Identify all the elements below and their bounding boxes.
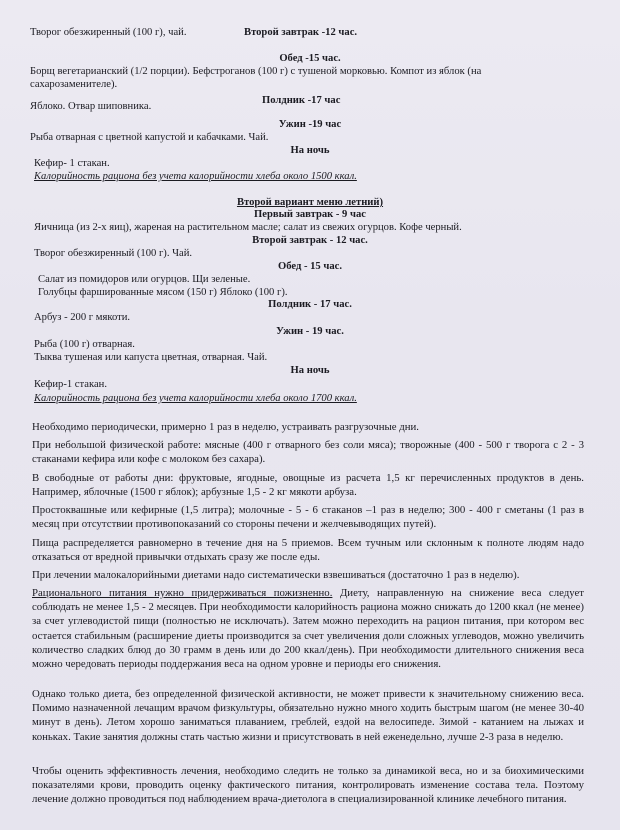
meal-heading: Первый завтрак - 9 час — [254, 209, 366, 220]
paragraph: Чтобы оценить эффективность лечения, необходимо следить не только за динамикой веса, но и за биохимическими показателями крови, проводить оценку фактического питания, контролировать изменение состава тела. Поэтому лечение должно проводиться под наблюдением врача-диетолога в специализированной клинике лечебного питания. — [32, 765, 584, 806]
menu-line: Борщ вегетарианский (1/2 порции). Бефстроганов (100 г) с тушеной морковью. Компот из яблок (на — [30, 66, 482, 77]
menu-line: Голубцы фаршированные мясом (150 г) Яблоко (100 г). — [38, 287, 288, 298]
paragraph-text: Диету, направленную на снижение веса следует соблюдать не менее 1,5 - 2 месяцев. При необходимости калорийность рациона можно снижать до 1200 ккал (не менее) за счет углеводистой пищи (полностью не исключать). Затем можно переходить на рацион питания, при котором вес остается стабильным (расширение диеты производится за счет увеличения доли сложных углеводов, можно увеличить количество сладких блюд до 30 грамм в день или до 200 ккал/день). При необходимости длительного снижения веса можно чередовать периоды поддержания веса на одном уровне и периоды его снижения. — [32, 587, 585, 671]
menu-line: Салат из помидоров или огурцов. Щи зеленые. — [38, 274, 251, 285]
meal-heading: Полдник - 17 час. — [268, 299, 352, 310]
meal-heading: Ужин - 19 час. — [276, 326, 344, 337]
meal-heading: Обед -15 час. — [279, 53, 341, 64]
calorie-note: Калорийность рациона без учета калорийности хлеба около 1700 ккал. — [34, 393, 357, 404]
meal-heading: Полдник -17 час — [262, 95, 341, 106]
highlighted-phrase: Рационального питания нужно придерживаться пожизненно. — [32, 587, 333, 599]
paragraph: При небольшой физической работе: мясные (400 г отварного без соли мяса); творожные (400 - 500 г творога с 2 - 3 стаканами кефира или кофе с молоком без сахара). — [32, 439, 584, 466]
calorie-note: Калорийность рациона без учета калорийности хлеба около 1500 ккал. — [34, 171, 357, 182]
meal-heading: Второй завтрак -12 час. — [244, 27, 358, 38]
menu-line: Кефир-1 стакан. — [34, 379, 107, 390]
menu-line: Творог обезжиренный (100 г), чай. — [30, 27, 187, 38]
paragraph: Простоквашные или кефирные (1,5 литра); молочные - 5 - 6 стаканов –1 раз в неделю; 300 - 400 г сметаны (1 раз в месяц при отсутствии противопоказаний со стороны печени и желчевыводящих путей). — [32, 504, 584, 531]
menu-line: сахарозаменителе). — [30, 79, 118, 90]
menu-line: Тыква тушеная или капуста цветная, отварная. Чай. — [34, 352, 268, 363]
meal-heading: На ночь — [290, 365, 330, 376]
menu-line: Яблоко. Отвар шиповника. — [30, 101, 152, 112]
meal-heading: Ужин -19 час — [278, 119, 342, 130]
paragraph: В свободные от работы дни: фруктовые, ягодные, овощные из расчета 1,5 кг перечисленных продуктов в день. Например, яблочные (1500 г яблок); арбузные 1,5 - 2 кг мякоти арбуза. — [32, 472, 584, 499]
menu-line: Творог обезжиренный (100 г). Чай. — [34, 248, 193, 259]
meal-heading: Второй завтрак - 12 час. — [252, 235, 368, 246]
paragraph: Необходимо периодически, примерно 1 раз в неделю, устраивать разгрузочные дни. — [32, 421, 420, 433]
menu-line: Яичница (из 2-х яиц), жареная на растительном масле; салат из свежих огурцов. Кофе черный. — [34, 222, 462, 233]
paragraph: Пища распределяется равномерно в течение дня на 5 приемов. Всем тучным или склонным к полноте людям надо отказаться от вредной привычки отдыхать сразу же после еды. — [32, 537, 584, 564]
paragraph — [32, 586, 584, 671]
meal-heading: Обед - 15 час. — [277, 261, 342, 272]
menu-line: Арбуз - 200 г мякоти. — [34, 312, 131, 323]
menu-line: Рыба отварная с цветной капустой и кабачками. Чай. — [30, 132, 269, 143]
meal-heading: На ночь — [290, 145, 330, 156]
paragraph: Однако только диета, без определенной физической активности, не может привести к значительному снижению веса. Помимо назначенной лечащим врачом физкультуры, обязательно нужно много ходить быстрым шагом (не менее 30-40 минут в день). Летом хорошо заниматься плаванием, греблей, ездой на велосипеде. Зимой - катанием на лыжах и коньках. Такие занятия должны стать частью жизни и присутствовать в ней еженедельно, лучше 2-3 раза в неделю. — [32, 688, 584, 743]
section-title: Второй вариант меню летний) — [236, 197, 384, 208]
menu-line: Кефир- 1 стакан. — [34, 158, 110, 169]
menu-line: Рыба (100 г) отварная. — [34, 339, 135, 350]
paragraph: При лечении малокалорийными диетами надо систематически взвешиваться (достаточно 1 раз в неделю). — [32, 569, 520, 581]
